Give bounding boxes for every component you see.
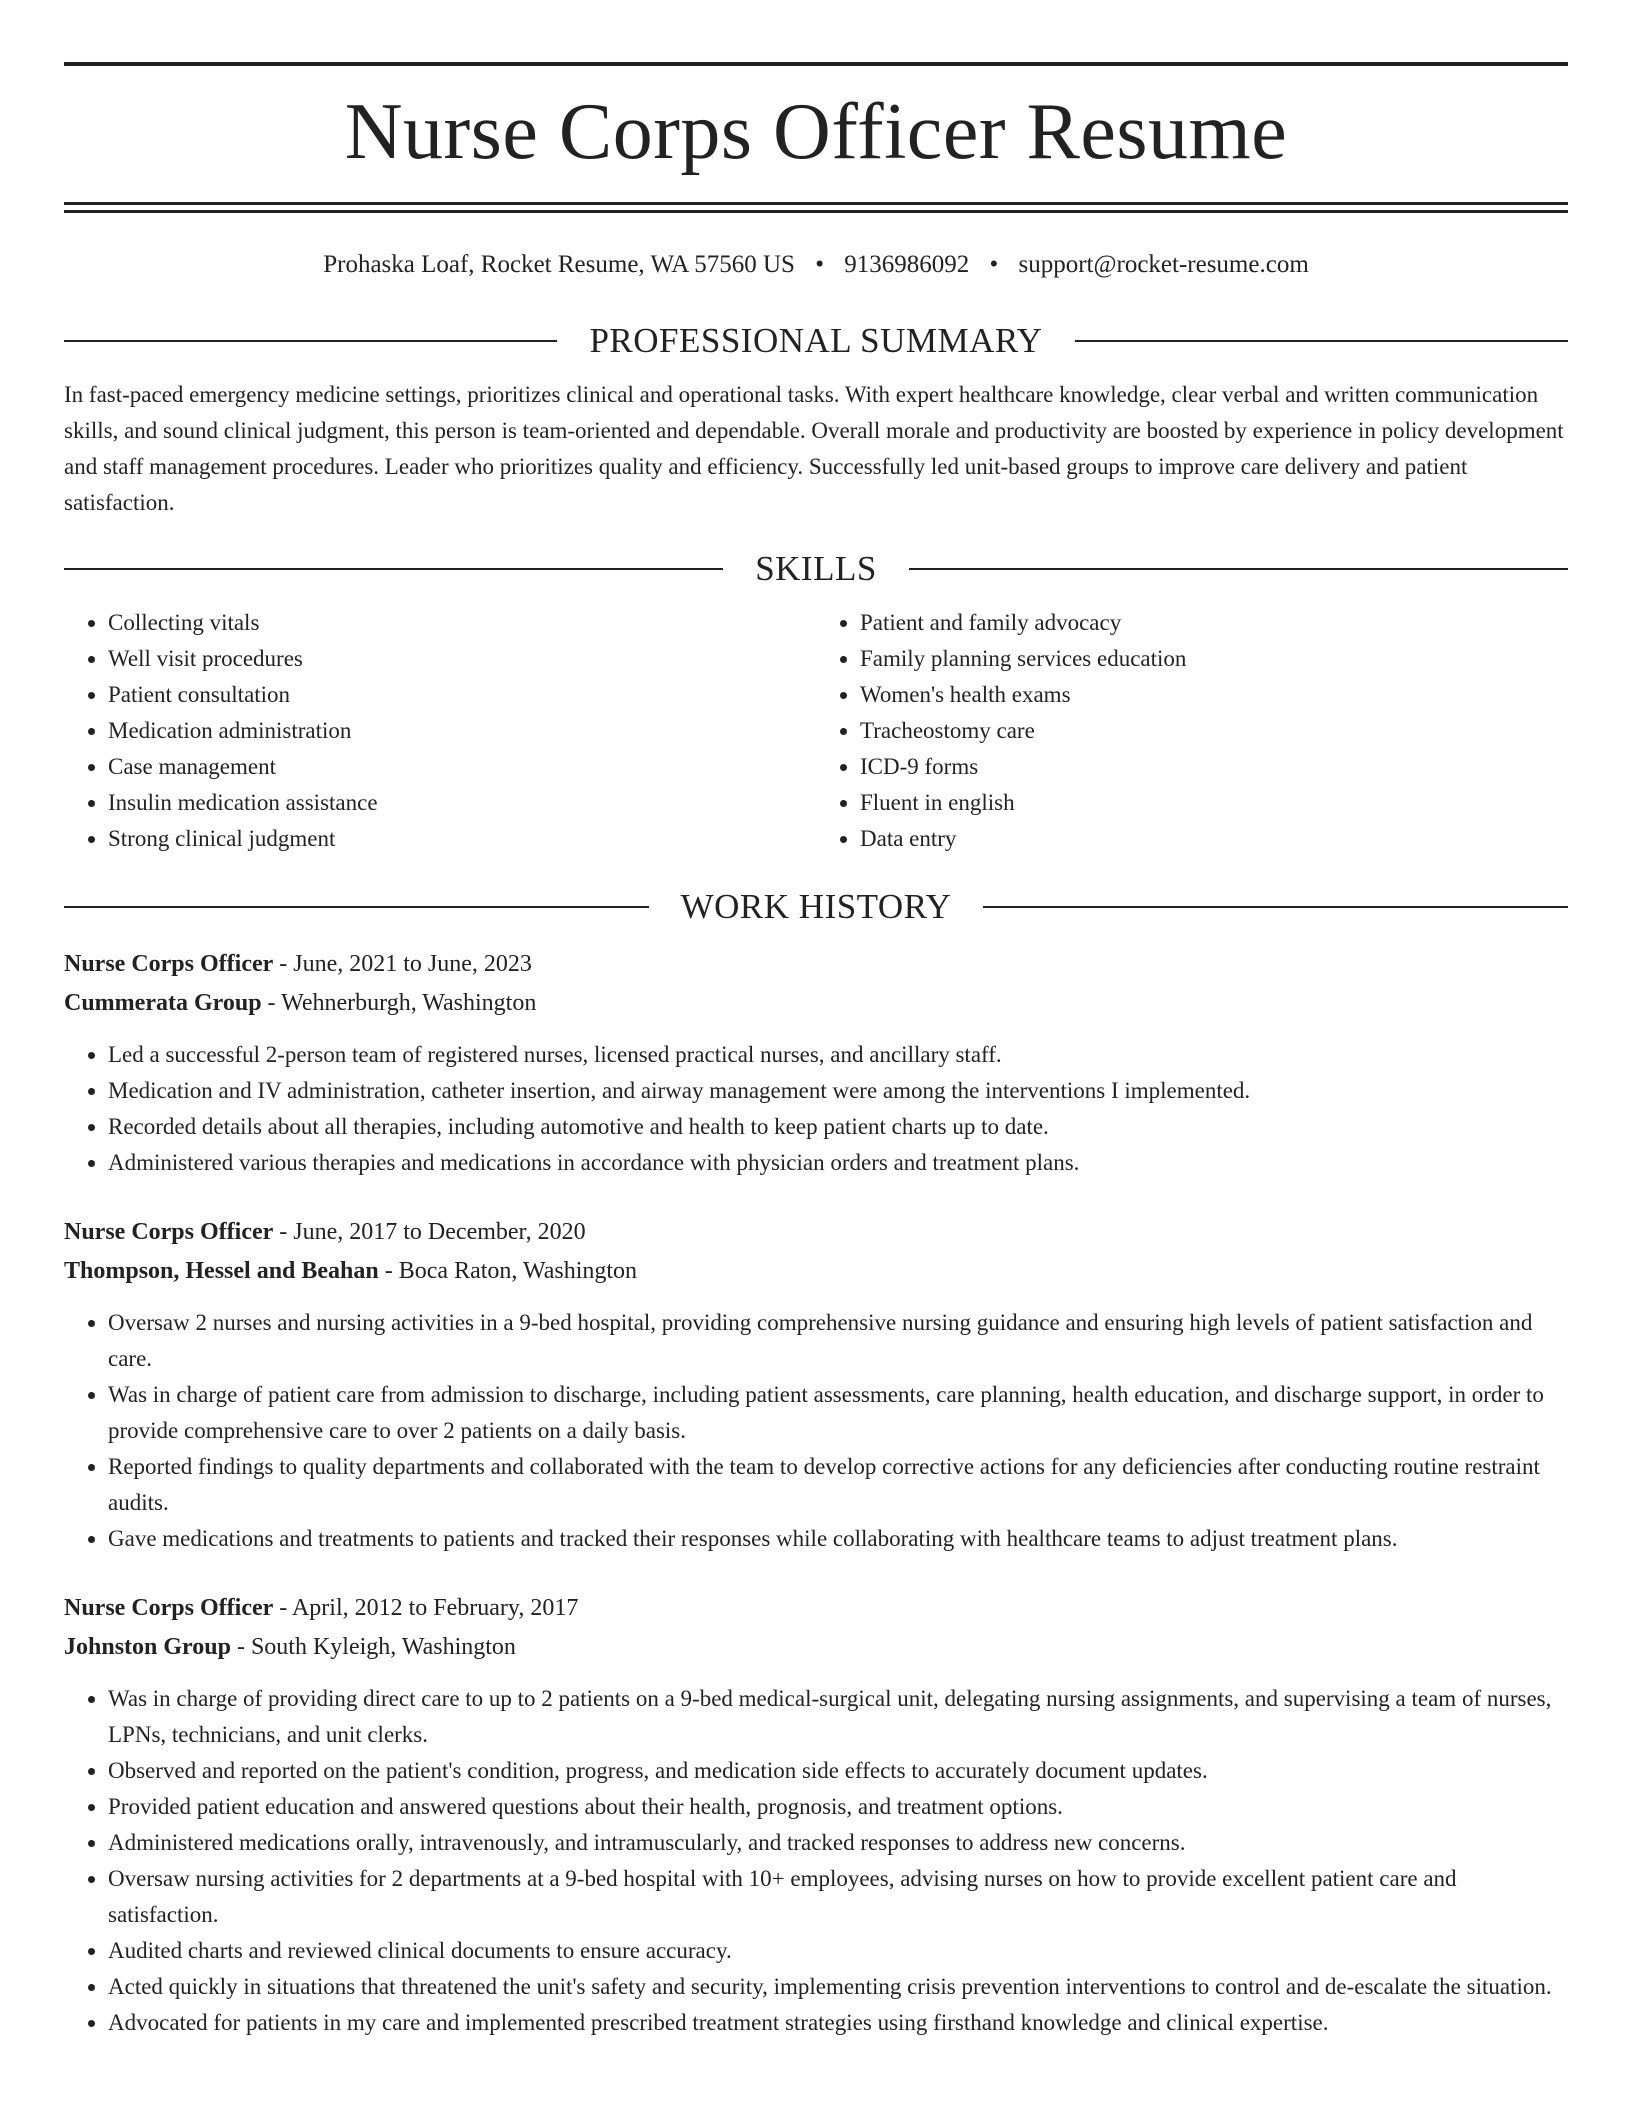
job-bullet: • Was in charge of patient care from admission to discharge, including patient assessments, care planning, health education, and discharge support, in order to provide comprehensive care to over 2 patients on a daily basis. [108, 1377, 1568, 1449]
skills-columns [64, 605, 1568, 857]
section-rule-right [983, 906, 1568, 908]
job-bullets [64, 1681, 1568, 2041]
section-rule-right [909, 568, 1568, 570]
job-title: Nurse Corps Officer [64, 1595, 274, 1621]
contact-line [64, 247, 1568, 283]
job-location: - South Kyleigh, Washington [230, 1634, 516, 1660]
skill-item: • Family planning services education [860, 641, 1568, 677]
skill-item: • Strong clinical judgment [108, 821, 816, 857]
job-bullet: • Provided patient education and answered questions about their health, prognosis, and treatment options. [108, 1789, 1568, 1825]
job-bullet: • Recorded details about all therapies, including automotive and health to keep patient charts up to date. [108, 1109, 1568, 1145]
top-rule [64, 62, 1568, 66]
section-rule-right [1075, 340, 1568, 342]
section-rule-left [64, 568, 723, 570]
job-bullet: • Medication and IV administration, catheter insertion, and airway management were among the interventions I implemented. [108, 1073, 1568, 1109]
job-entry [64, 945, 1568, 1181]
job-title-line [64, 945, 1568, 984]
job-title: Nurse Corps Officer [64, 951, 274, 977]
skill-item: • Collecting vitals [108, 605, 816, 641]
job-bullet: • Acted quickly in situations that threatened the unit's safety and security, implementing crisis prevention interventions to control and de-escalate the situation. [108, 1969, 1568, 2005]
job-bullet: • Reported findings to quality departments and collaborated with the team to develop corrective actions for any deficiencies after conducting routine restraint audits. [108, 1449, 1568, 1521]
job-company: Johnston Group [64, 1634, 231, 1660]
page-title: Nurse Corps Officer Resume [344, 88, 1288, 176]
job-title: Nurse Corps Officer [64, 1219, 274, 1245]
job-dates: - April, 2012 to February, 2017 [273, 1595, 579, 1621]
job-entry [64, 1589, 1568, 2041]
job-bullet: • Observed and reported on the patient's condition, progress, and medication side effects to accurately document updates. [108, 1753, 1568, 1789]
job-company: Thompson, Hessel and Beahan [64, 1258, 379, 1284]
job-entry [64, 1213, 1568, 1557]
job-company-line [64, 1628, 1568, 1667]
job-bullet: • Oversaw nursing activities for 2 departments at a 9-bed hospital with 10+ employees, advising nurses on how to provide excellent patient care and satisfaction. [108, 1861, 1568, 1933]
summary-heading: PROFESSIONAL SUMMARY [589, 321, 1043, 360]
skill-item: • Patient consultation [108, 677, 816, 713]
contact-separator: • [989, 251, 999, 278]
job-bullet: • Led a successful 2-person team of registered nurses, licensed practical nurses, and ancillary staff. [108, 1037, 1568, 1073]
skill-item: • Insulin medication assistance [108, 785, 816, 821]
skill-item: • Women's health exams [860, 677, 1568, 713]
skill-item: • Case management [108, 749, 816, 785]
work-section-header [64, 885, 1568, 929]
contact-email: support@rocket-resume.com [1018, 251, 1309, 278]
skill-item: • Tracheostomy care [860, 713, 1568, 749]
job-location: - Boca Raton, Washington [378, 1258, 638, 1284]
summary-section-header [64, 319, 1568, 363]
summary-text: In fast-paced emergency medicine settings, prioritizes clinical and operational tasks. With expert healthcare knowledge, clear verbal and written communication skills, and sound clinical judgment, this person is team-oriented and dependable. Overall morale and productivity are boosted by experience in policy development and staff management procedures. Leader who prioritizes quality and efficiency. Successfully led unit-based groups to improve care delivery and patient satisfaction. [64, 382, 1564, 515]
job-dates: - June, 2021 to June, 2023 [273, 951, 532, 977]
job-location: - Wehnerburgh, Washington [261, 990, 537, 1016]
job-bullet: • Gave medications and treatments to patients and tracked their responses while collaborating with healthcare teams to adjust treatment plans. [108, 1521, 1568, 1557]
skills-heading: SKILLS [755, 549, 877, 588]
job-bullet: • Audited charts and reviewed clinical documents to ensure accuracy. [108, 1933, 1568, 1969]
skill-item: • Patient and family advocacy [860, 605, 1568, 641]
skills-section-header [64, 547, 1568, 591]
skill-item: • Fluent in english [860, 785, 1568, 821]
section-rule-left [64, 340, 557, 342]
job-dates: - June, 2017 to December, 2020 [273, 1219, 586, 1245]
job-bullet: • Was in charge of providing direct care to up to 2 patients on a 9-bed medical-surgical unit, delegating nursing assignments, and supervising a team of nurses, LPNs, technicians, and unit clerks. [108, 1681, 1568, 1753]
skill-item: • Medication administration [108, 713, 816, 749]
job-company-line [64, 984, 1568, 1023]
skill-item: • Well visit procedures [108, 641, 816, 677]
work-heading: WORK HISTORY [680, 887, 952, 926]
contact-phone: 9136986092 [844, 251, 970, 278]
job-bullet: • Administered medications orally, intravenously, and intramuscularly, and tracked responses to address new concerns. [108, 1825, 1568, 1861]
job-bullet: • Administered various therapies and medications in accordance with physician orders and treatment plans. [108, 1145, 1568, 1181]
job-bullet: • Oversaw 2 nurses and nursing activities in a 9-bed hospital, providing comprehensive nursing guidance and ensuring high levels of patient satisfaction and care. [108, 1305, 1568, 1377]
skills-list-left [64, 605, 816, 857]
title-double-rule [64, 202, 1568, 213]
work-history [64, 945, 1568, 2041]
job-company-line [64, 1252, 1568, 1291]
skill-item: • ICD-9 forms [860, 749, 1568, 785]
job-bullets [64, 1037, 1568, 1181]
job-bullets [64, 1305, 1568, 1557]
section-rule-left [64, 906, 649, 908]
job-title-line [64, 1213, 1568, 1252]
job-bullet: • Advocated for patients in my care and implemented prescribed treatment strategies using firsthand knowledge and clinical expertise. [108, 2005, 1568, 2041]
contact-separator: • [815, 251, 824, 278]
job-company: Cummerata Group [64, 990, 262, 1016]
skills-list-right [816, 605, 1568, 857]
job-title-line [64, 1589, 1568, 1628]
skill-item: • Data entry [860, 821, 1568, 857]
contact-address: Prohaska Loaf, Rocket Resume, WA 57560 US [323, 251, 795, 278]
